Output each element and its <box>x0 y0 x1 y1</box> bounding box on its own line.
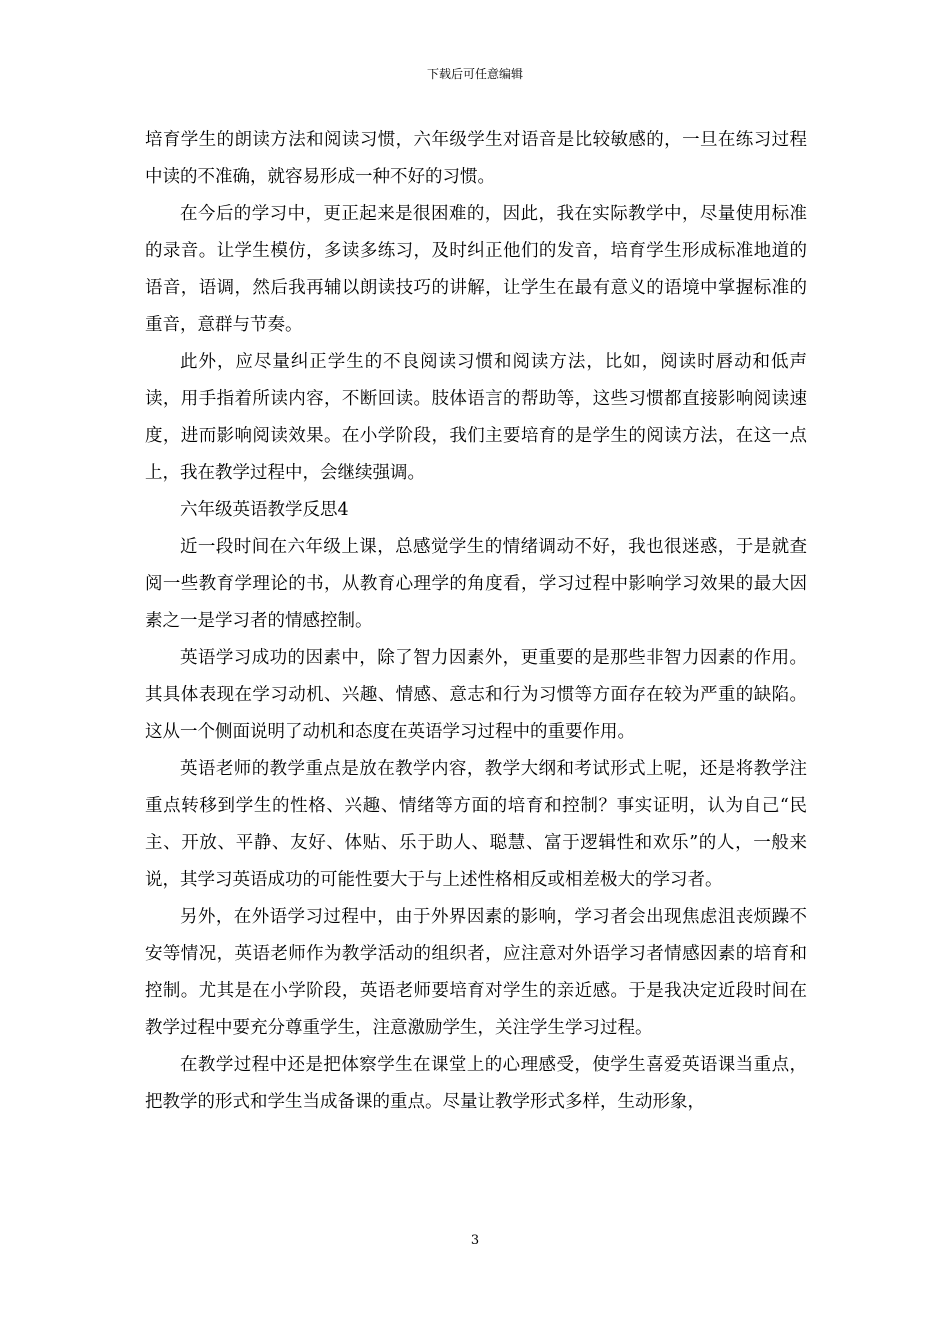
page-number: 3 <box>470 1233 480 1248</box>
page-header: 下载后可任意编辑 <box>426 67 523 81</box>
paragraph: 在教学过程中还是把体察学生在课堂上的心理感受，使学生喜爱英语课当重点，把教学的形式和学生当成备课的重点。尽量让教学形式多样，生动形象， <box>145 1055 807 1112</box>
document-body <box>145 122 807 1121</box>
paragraph: 另外，在外语学习过程中，由于外界因素的影响，学习者会出现焦虑沮丧烦躁不安等情况，英语老师作为教学活动的组织者，应注意对外语学习者情感因素的培育和控制。尤其是在小学阶段，英语老师要培育对学生的亲近感。于是我决定近段时间在教学过程中要充分尊重学生，注意激励学生，关注学生学习过程。 <box>145 907 807 1038</box>
paragraph: 此外，应尽量纠正学生的不良阅读习惯和阅读方法，比如，阅读时唇动和低声读，用手指着所读内容，不断回读。肢体语言的帮助等，这些习惯都直接影响阅读速度，进而影响阅读效果。在小学阶段，我们主要培育的是学生的阅读方法，在这一点上，我在教学过程中，会继续强调。 <box>145 352 807 483</box>
paragraph: 英语老师的教学重点是放在教学内容，教学大纲和考试形式上呢，还是将教学注重点转移到学生的性格、兴趣、情绪等方面的培育和控制？事实证明，认为自己“民主、开放、平静、友好、体贴、乐于助人、聪慧、富于逻辑性和欢乐”的人，一般来说，其学习英语成功的可能性要大于与上述性格相反或相差极大的学习者。 <box>145 759 807 890</box>
paragraph: 英语学习成功的因素中，除了智力因素外，更重要的是那些非智力因素的作用。其具体表现在学习动机、兴趣、情感、意志和行为习惯等方面存在较为严重的缺陷。这从一个侧面说明了动机和态度在英语学习过程中的重要作用。 <box>145 648 807 742</box>
section-title: 六年级英语教学反思4 <box>180 500 349 520</box>
paragraph-continued: 培育学生的朗读方法和阅读习惯，六年级学生对语音是比较敏感的，一旦在练习过程中读的不准确，就容易形成一种不好的习惯。 <box>145 130 807 187</box>
paragraph: 近一段时间在六年级上课，总感觉学生的情绪调动不好，我也很迷惑，于是就查阅一些教育学理论的书，从教育心理学的角度看，学习过程中影响学习效果的最大因素之一是学习者的情感控制。 <box>145 537 807 631</box>
paragraph: 在今后的学习中，更正起来是很困难的，因此，我在实际教学中，尽量使用标准的录音。让学生模仿，多读多练习，及时纠正他们的发音，培育学生形成标准地道的语音，语调，然后我再辅以朗读技巧的讲解，让学生在最有意义的语境中掌握标准的重音，意群与节奏。 <box>145 204 807 335</box>
